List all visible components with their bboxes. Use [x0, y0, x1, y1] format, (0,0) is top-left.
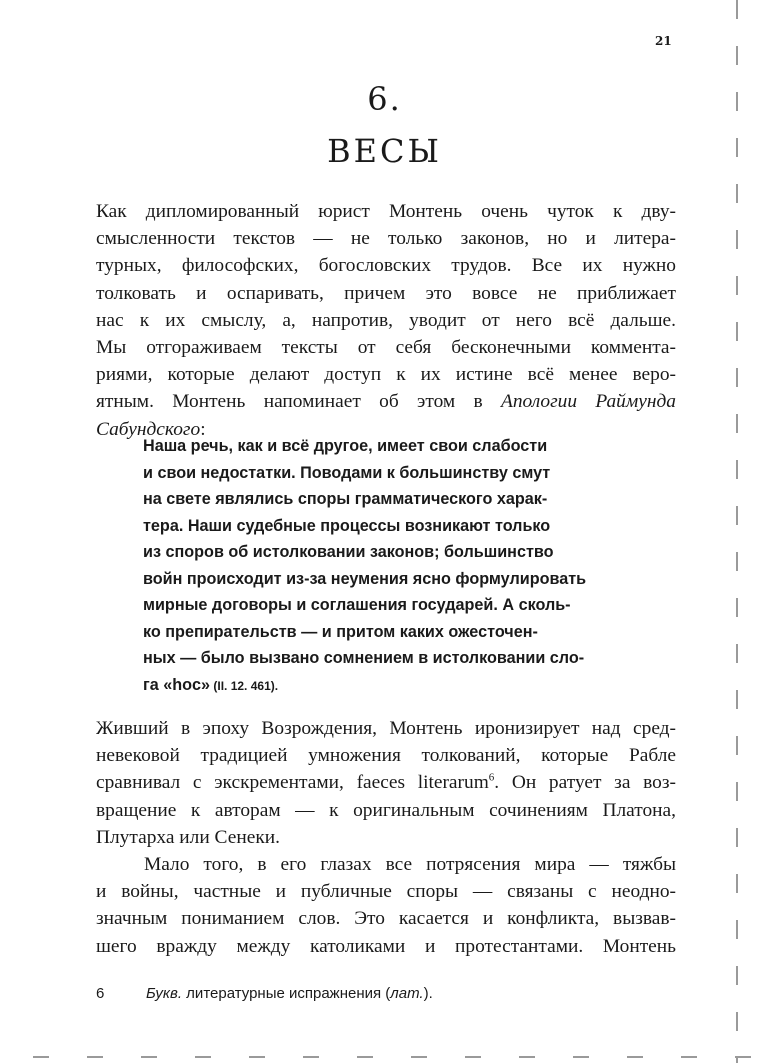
text-line [96, 769, 676, 796]
second-paragraph [96, 715, 676, 851]
third-paragraph [96, 851, 676, 960]
quote-segment: га [143, 675, 164, 694]
text-line: Мало того, в его глазах все потрясения мира — тяжбы [144, 854, 676, 875]
text-line: Мы отгораживаем тексты от себя бесконечными коммента- [96, 337, 676, 359]
footnote-lang: лат. [390, 985, 424, 1002]
text-line: и войны, частные и публичные споры — связаны с неодно- [96, 881, 676, 903]
quote-reference: (II. 12. 461). [210, 678, 279, 693]
text-line: значным пониманием слов. Это касается и конфликта, вызвав- [96, 908, 676, 930]
text-line: нас к их смыслу, а, напротив, уводит от него всё дальше. [96, 309, 676, 331]
text-line: смысленности текстов — не только законов, но и литера- [96, 228, 676, 250]
crop-mark-bottom [0, 1056, 769, 1058]
text-segment: . Он ратует за воз- [494, 772, 676, 794]
chapter-title: ВЕСЫ [327, 132, 442, 170]
footnote-marker: 6 [488, 771, 495, 784]
chapter-number: 6. [367, 80, 402, 118]
text-segment: : [200, 418, 206, 440]
footnote-close: ). [423, 985, 433, 1002]
text-line: Как дипломированный юрист Монтень очень чуток к дву- [96, 201, 676, 222]
book-title-italic-cont: Сабундского [96, 418, 201, 440]
text-line: риями, которые делают доступ к их истине всё менее веро- [96, 364, 676, 386]
text-line: Плутарха или Сенеки. [96, 826, 280, 848]
quote-line: тера. Наши судебные процессы возникают только [143, 516, 551, 535]
text-line: турных, философских, богословских трудов. Все их нужно [96, 255, 676, 277]
quote-line: войн происходит из-за неумения ясно формулировать [143, 569, 587, 588]
text-line: толковать и оспаривать, причем это вовсе не приближает [96, 282, 676, 304]
text-line: невековой традицией умножения толкований, которые Рабле [96, 745, 676, 767]
quote-line: ко препирательств — и притом каких ожесточен- [143, 622, 538, 641]
block-quote [143, 433, 673, 699]
quote-line: на свете являлись споры грамматического харак- [143, 490, 548, 508]
text-line [96, 388, 676, 415]
text-line: Живший в эпоху Возрождения, Монтень иронизирует над сред- [96, 718, 676, 739]
intro-paragraph [96, 198, 676, 443]
quote-line: Наша речь, как и всё другое, имеет свои слабости [143, 437, 548, 455]
text-segment: сравнивал с экскрементами, faeces literarum [96, 772, 489, 794]
quote-line: из споров об истолковании законов; большинство [143, 543, 554, 561]
page-number: 21 [655, 34, 672, 48]
footnote-number: 6 [96, 985, 105, 1002]
quote-last-word: «hoc» [163, 675, 211, 694]
quote-line [143, 672, 673, 700]
text-segment: ятным. Монтень напоминает об этом в [96, 391, 501, 413]
quote-line: мирные договоры и соглашения государей. А сколь- [143, 596, 571, 614]
book-title-italic: Апологии Раймунда [500, 391, 676, 413]
crop-mark-right [736, 0, 738, 1063]
footnote-text: литературные испражнения ( [182, 985, 391, 1002]
quote-line: и свои недостатки. Поводами к большинству смут [143, 463, 551, 482]
quote-line: ных — было вызвано сомнением в истолковании сло- [143, 649, 585, 667]
text-line: шего вражду между католиками и протестантами. Монтень [96, 935, 676, 957]
footnote [96, 985, 676, 1002]
footnote-italic: Букв. [146, 985, 183, 1002]
text-line: вращение к авторам — к оригинальным сочинениям Платона, [96, 799, 676, 821]
